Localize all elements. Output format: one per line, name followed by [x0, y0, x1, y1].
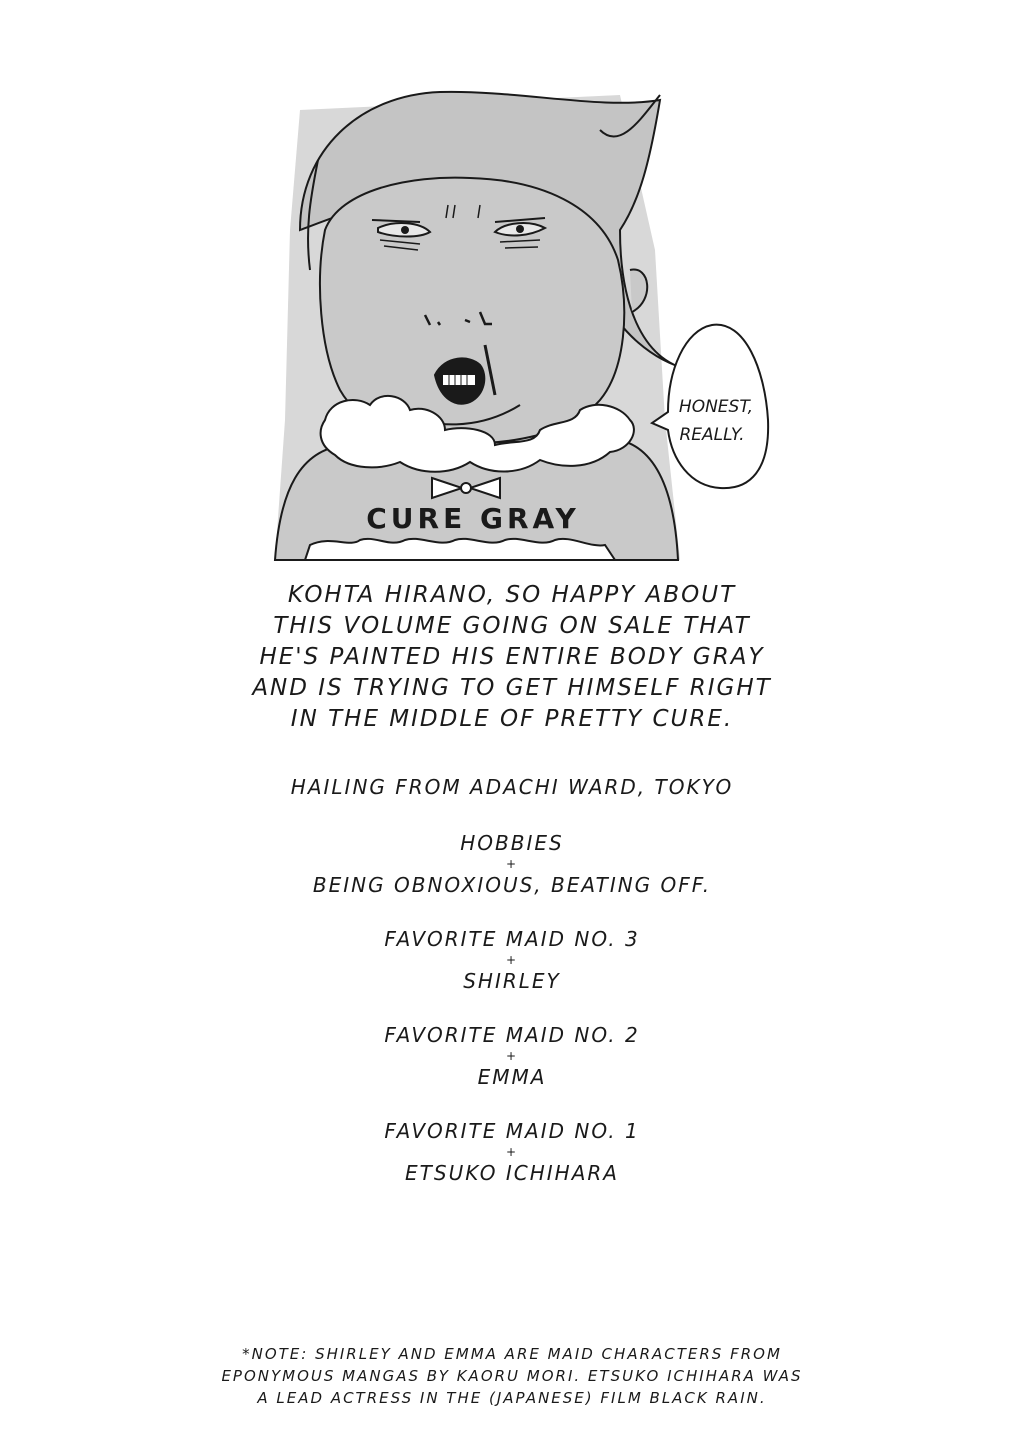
caption-line: HE'S PAINTED HIS ENTIRE BODY GRAY: [259, 644, 765, 670]
caption-line: KOHTA HIRANO, SO HAPPY ABOUT: [287, 582, 737, 608]
footnote-line: EPONYMOUS MANGAS BY KAORU MORI. ETSUKO ICHIHARA WAS: [221, 1367, 803, 1385]
entry-label: FAVORITE MAID NO. 3: [384, 927, 640, 951]
speech-bubble-line-1: HONEST,: [678, 397, 754, 417]
entry-value: EMMA: [477, 1065, 547, 1089]
entry-value: SHIRLEY: [463, 969, 561, 993]
entry-label: FAVORITE MAID NO. 2: [384, 1023, 640, 1047]
caption-line: IN THE MIDDLE OF PRETTY CURE.: [290, 706, 734, 732]
profile-entry-maid-3: [212, 925, 812, 995]
speech-bubble-line-2: REALLY.: [679, 425, 745, 445]
entry-value: BEING OBNOXIOUS, BEATING OFF.: [312, 873, 712, 897]
footnote: [162, 1343, 862, 1409]
lower-ruffle: [305, 539, 615, 560]
entry-label: HOBBIES: [460, 831, 564, 855]
hometown: HAILING FROM ADACHI WARD, TOKYO: [290, 775, 734, 799]
cure-gray-illustration: [0, 0, 1024, 580]
entry-separator: +: [505, 1145, 519, 1159]
entry-separator: +: [505, 1049, 519, 1063]
profile-entry-maid-1: [212, 1117, 812, 1187]
shirt-text: CURE GRAY: [366, 502, 580, 535]
caption-line: THIS VOLUME GOING ON SALE THAT: [273, 613, 751, 639]
entry-label: FAVORITE MAID NO. 1: [384, 1119, 640, 1143]
entry-separator: +: [505, 857, 519, 871]
footnote-line: A LEAD ACTRESS IN THE (JAPANESE) FILM BLACK RAIN.: [257, 1389, 767, 1407]
profile-entry-hobbies: [212, 829, 812, 899]
profile-entry-maid-2: [212, 1021, 812, 1091]
entry-separator: +: [505, 953, 519, 967]
caption-line: AND IS TRYING TO GET HIMSELF RIGHT: [252, 675, 772, 701]
profile: [212, 772, 812, 1213]
caption: [212, 580, 812, 735]
entry-value: ETSUKO ICHIHARA: [405, 1161, 619, 1185]
footnote-line: *NOTE: SHIRLEY AND EMMA ARE MAID CHARACTERS FROM: [242, 1345, 782, 1363]
